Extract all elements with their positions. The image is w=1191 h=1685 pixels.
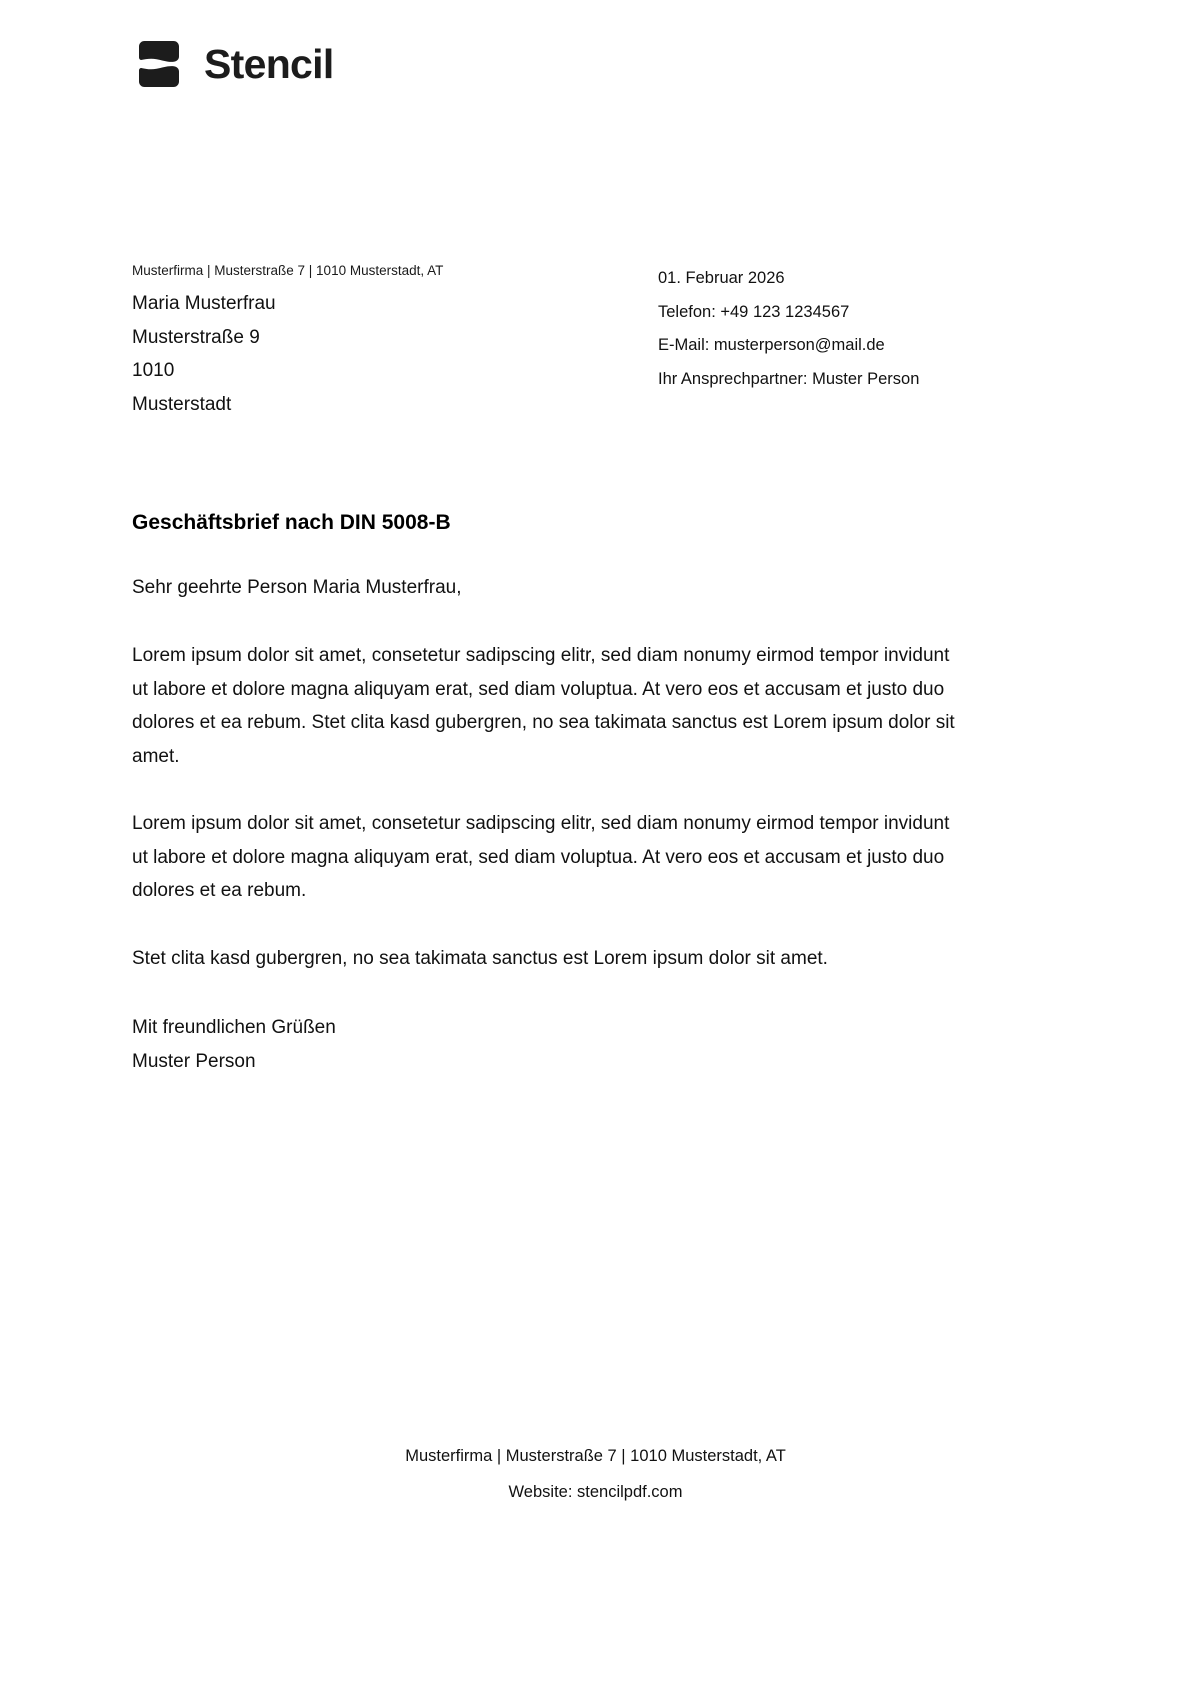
letter-paragraph: Lorem ipsum dolor sit amet, consetetur sadipscing elitr, sed diam nonumy eirmod tempor invidunt ut labore et dolore magna aliquyam erat, sed diam voluptua. At vero eos et accusam et justo duo dolores et ea rebum. <box>132 813 950 901</box>
letter-paragraph: Lorem ipsum dolor sit amet, consetetur sadipscing elitr, sed diam nonumy eirmod tempor invidunt ut labore et dolore magna aliquyam erat, sed diam voluptua. At vero eos et accusam et justo duo dolores et ea rebum. Stet clita kasd gubergren, no sea takimata sanctus est Lorem ipsum dolor sit amet. <box>132 645 955 767</box>
letter-salutation: Sehr geehrte Person Maria Musterfrau, <box>132 577 462 598</box>
recipient-postal-code: 1010 <box>132 360 175 381</box>
letter-body <box>132 508 964 1078</box>
letter-closing <box>132 1011 964 1078</box>
letter-date: 01. Februar 2026 <box>658 269 785 287</box>
signer-name: Muster Person <box>132 1050 256 1072</box>
letter-subject: Geschäftsbrief nach DIN 5008-B <box>132 511 451 534</box>
recipient-street: Musterstraße 9 <box>132 326 260 348</box>
sender-return-line: Musterfirma | Musterstraße 7 | 1010 Musterstadt, AT <box>132 263 444 278</box>
recipient-city: Musterstadt <box>132 393 232 415</box>
brand-wordmark: Stencil <box>204 40 334 87</box>
letterhead <box>132 38 334 90</box>
footer-company-line: Musterfirma | Musterstraße 7 | 1010 Musterstadt, AT <box>405 1447 786 1465</box>
stencil-logo-icon <box>132 38 186 90</box>
page-footer <box>0 1438 1191 1510</box>
letter-paragraph: Stet clita kasd gubergren, no sea takimata sanctus est Lorem ipsum dolor sit amet. <box>132 947 828 969</box>
contact-person: Ihr Ansprechpartner: Muster Person <box>658 369 920 388</box>
closing-phrase: Mit freundlichen Grüßen <box>132 1017 336 1038</box>
contact-phone: Telefon: +49 123 1234567 <box>658 302 850 321</box>
contact-email: E-Mail: musterperson@mail.de <box>658 336 885 354</box>
footer-website-line: Website: stencilpdf.com <box>508 1483 683 1501</box>
info-block <box>658 262 1088 396</box>
recipient-name: Maria Musterfrau <box>132 293 276 314</box>
address-zone <box>132 262 592 421</box>
